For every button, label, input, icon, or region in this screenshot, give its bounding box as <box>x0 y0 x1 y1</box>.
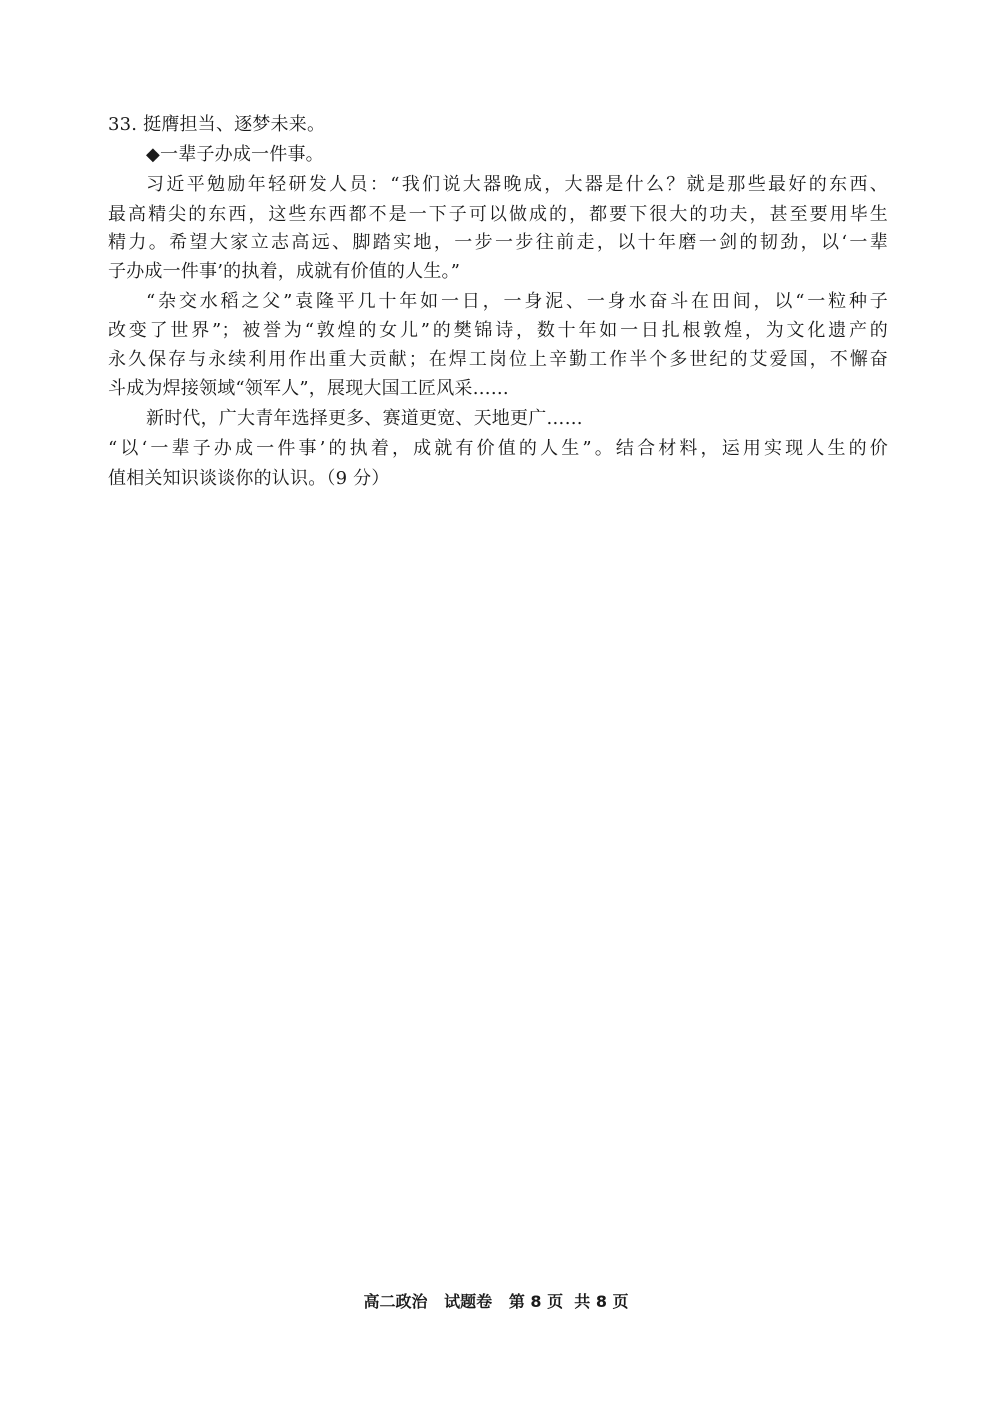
paragraph-line: “杂交水稻之父”袁隆平几十年如一日，一身泥、一身水奋斗在田间，以“一粒种子 <box>146 291 888 312</box>
paragraph-line: 永久保存与永续利用作出重大贡献；在焊工岗位上辛勤工作半个多世纪的艾爱国，不懈奋 <box>108 349 888 370</box>
question-title: 33. 挺膺担当、逐梦未来。 <box>108 114 326 135</box>
paragraph-line: 最高精尖的东西，这些东西都不是一下子可以做成的，都要下很大的功夫，甚至要用毕生 <box>108 204 888 225</box>
page-footer: 高二政治 试题卷 第 8 页 共 8 页 <box>363 1292 629 1311</box>
paragraph-line: 斗成为焊接领域“领军人”，展现大国工匠风采…… <box>108 378 510 399</box>
paragraph-line: 精力。希望大家立志高远、脚踏实地，一步一步往前走，以十年磨一剑的韧劲，以‘一辈 <box>108 232 888 253</box>
paragraph-line: 子办成一件事’的执着，成就有价值的人生。” <box>108 261 461 282</box>
prompt-line: 值相关知识谈谈你的认识。（9 分） <box>108 468 390 489</box>
paragraph-line: 习近平勉励年轻研发人员：“我们说大器晚成，大器是什么？就是那些最好的东西、 <box>146 174 888 195</box>
subheading: ◆一辈子办成一件事。 <box>146 144 324 165</box>
paragraph-line: 改变了世界”；被誉为“敦煌的女儿”的樊锦诗，数十年如一日扎根敦煌，为文化遗产的 <box>108 320 888 341</box>
prompt-line: “以‘一辈子办成一件事’的执着，成就有价值的人生”。结合材料，运用实现人生的价 <box>108 438 888 459</box>
paragraph-3: 新时代，广大青年选择更多、赛道更宽、天地更广…… <box>146 408 583 429</box>
